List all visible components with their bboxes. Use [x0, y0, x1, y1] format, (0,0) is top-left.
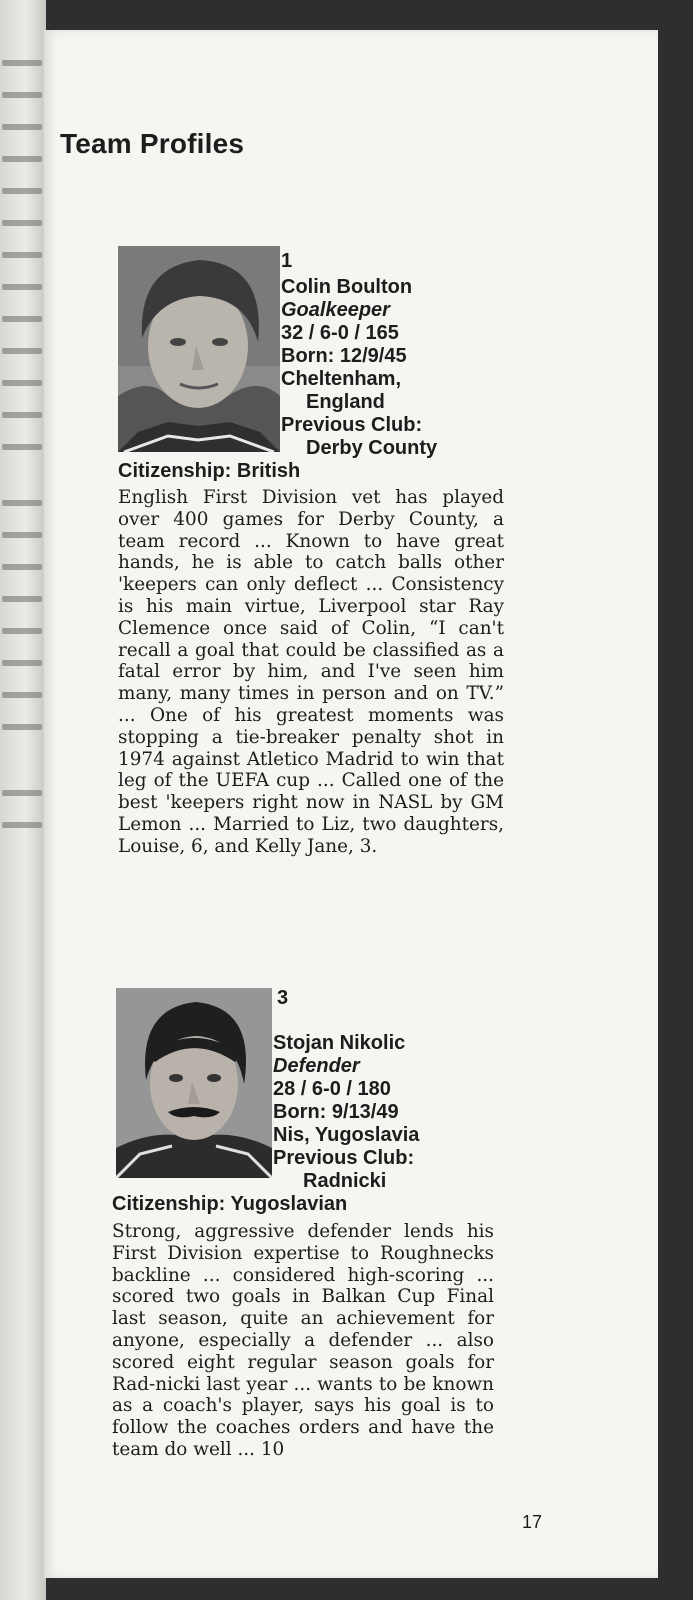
player-name: Colin Boulton [281, 276, 413, 298]
page-title: Team Profiles [60, 128, 245, 159]
player-stats: 32 / 6-0 / 165 [281, 322, 399, 344]
facing-page-edge [0, 0, 46, 1600]
player-name: Stojan Nikolic [273, 1032, 406, 1054]
player-number: 3 [277, 987, 289, 1009]
player-stats: 28 / 6-0 / 180 [273, 1078, 391, 1100]
player-photo-nikolic [116, 988, 272, 1178]
player-birthplace-country: England [306, 391, 385, 413]
previous-club-label: Previous Club: [281, 414, 423, 436]
player-position: Goalkeeper [281, 299, 390, 321]
previous-club: Derby County [306, 437, 438, 459]
portrait-image [118, 246, 280, 452]
player-birthplace: Cheltenham, [281, 368, 402, 390]
player-born: Born: 9/13/49 [273, 1101, 399, 1123]
player-photo-boulton [118, 246, 280, 452]
player-citizenship: Citizenship: British [118, 460, 301, 482]
player-born: Born: 12/9/45 [281, 345, 407, 367]
player-birthplace: Nis, Yugoslavia [273, 1124, 420, 1146]
player-citizenship: Citizenship: Yugoslavian [112, 1193, 348, 1215]
previous-club-label: Previous Club: [273, 1147, 415, 1169]
portrait-image [116, 988, 272, 1178]
player-position: Defender [273, 1055, 360, 1077]
page-number: 17 [522, 1512, 543, 1532]
player-bio: English First Division vet has played over 400 games for Derby County, a team record ... Known to have great hands, he is able to catch balls other 'keepers can only deflect ... Consistency is his main virtue, Liverpool star Ray Clemence once said of Colin, “I can't recall a goal that could be classified as a fatal error by him, and I've seen him many, many times in person and on TV.” ... One of his greatest moments was stopping a tie-breaker penalty shot in 1974 against Atletico Madrid to win that leg of the UEFA cup ... Called one of the best 'keepers right now in NASL by GM Lemon ... Married to Liz, two daughters, Louise, 6, and Kelly Jane, 3. [118, 487, 504, 857]
player-number: 1 [281, 250, 293, 272]
player-bio: Strong, aggressive defender lends his First Division expertise to Roughnecks backline ... considered high-scoring ... scored two goals in Balkan Cup Final last season, quite an achievement for anyone, especially a defender ... also scored eight regular season goals for Rad-nicki last year ... wants to be known as a coach's player, says his goal is to follow the coaches orders and have the team do well ... 10 [112, 1221, 494, 1460]
previous-club: Radnicki [303, 1170, 387, 1192]
program-page [44, 30, 658, 1578]
